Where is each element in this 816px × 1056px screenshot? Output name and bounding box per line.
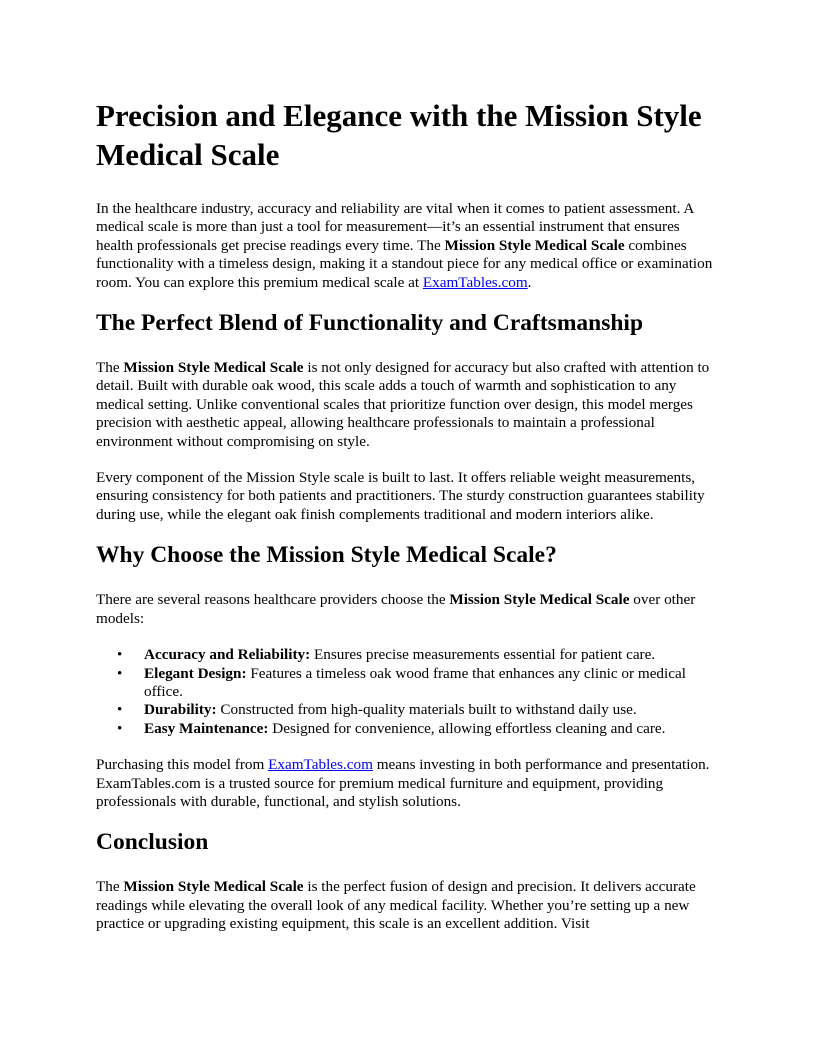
list-item	[96, 720, 720, 738]
list-item	[96, 665, 720, 702]
conclusion-product-name: Mission Style Medical Scale	[123, 878, 304, 896]
purchase-text-1: Purchasing this model from	[96, 756, 269, 774]
why-text-1: There are several reasons healthcare providers choose the	[96, 591, 450, 609]
list-item-label: Durability:	[144, 701, 217, 719]
list-item-label: Easy Maintenance:	[144, 719, 269, 737]
blend-product-name: Mission Style Medical Scale	[123, 359, 304, 377]
intro-text-3: .	[527, 273, 532, 291]
why-product-name: Mission Style Medical Scale	[449, 591, 630, 609]
blend-text-2: is not only designed for accuracy but also crafted with attention to detail. Built with durable oak wood, this scale adds a touch of warmth and sophistication to any medical setting. Unlike conventional scales that prioritize function over design, this model merges precision with aesthetic appeal, allowing healthcare professionals to maintain a professional environment without compromising on style.	[96, 359, 710, 450]
blend-paragraph-2: Every component of the Mission Style scale is built to last. It offers reliable weight measurements, ensuring consistency for both patients and practitioners. The sturdy construction guarantees stability during use, while the elegant oak finish complements traditional and modern interiors alike.	[96, 469, 705, 523]
list-item-text: Constructed from high-quality materials built to withstand daily use.	[216, 701, 637, 719]
purchase-text-2: means investing in both performance and presentation. ExamTables.com is a trusted source for premium medical furniture and equipment, providing professionals with durable, functional, and stylish solutions.	[96, 756, 710, 810]
list-item	[96, 701, 720, 719]
list-item-text: Designed for convenience, allowing effortless cleaning and care.	[268, 719, 666, 737]
why-text-2: over other models:	[96, 591, 696, 627]
page-title: Precision and Elegance with the Mission Style Medical Scale	[96, 98, 702, 172]
reasons-list	[96, 646, 720, 738]
list-item-text: Ensures precise measurements essential for patient care.	[310, 646, 656, 664]
intro-product-name: Mission Style Medical Scale	[444, 236, 625, 254]
section-heading-why: Why Choose the Mission Style Medical Scale?	[96, 542, 557, 569]
conclusion-text-2: is the perfect fusion of design and precision. It delivers accurate readings while elevating the overall look of any medical facility. Whether you’re setting up a new practice or upgrading existing equipment, this scale is an excellent addition. Visit	[96, 878, 696, 933]
list-item	[96, 646, 720, 664]
why-intro-paragraph	[96, 591, 720, 628]
section-heading-blend: The Perfect Blend of Functionality and Craftsmanship	[96, 310, 644, 337]
purchase-examtables-link[interactable]: ExamTables.com	[268, 756, 373, 774]
section-heading-conclusion: Conclusion	[96, 829, 209, 856]
purchase-paragraph	[96, 756, 720, 811]
blend-text-1: The	[96, 359, 124, 377]
list-item-label: Accuracy and Reliability:	[144, 646, 311, 664]
blend-paragraph-1	[96, 359, 720, 451]
intro-paragraph	[96, 200, 720, 292]
intro-text-2: combines functionality with a timeless design, making it a standout piece for any medical office or examination room. You can explore this premium medical scale at	[96, 236, 713, 291]
conclusion-paragraph	[96, 878, 720, 933]
list-item-text: Features a timeless oak wood frame that enhances any clinic or medical office.	[144, 664, 686, 700]
intro-examtables-link[interactable]: ExamTables.com	[422, 273, 528, 291]
intro-text-1: In the healthcare industry, accuracy and reliability are vital when it comes to patient assessment. A medical scale is more than just a tool for measurement—it’s an essential instrument that ensures health professionals get precise readings every time. The	[96, 200, 694, 254]
conclusion-text-1: The	[96, 878, 124, 896]
document-body	[96, 96, 720, 934]
list-item-label: Elegant Design:	[144, 664, 247, 682]
